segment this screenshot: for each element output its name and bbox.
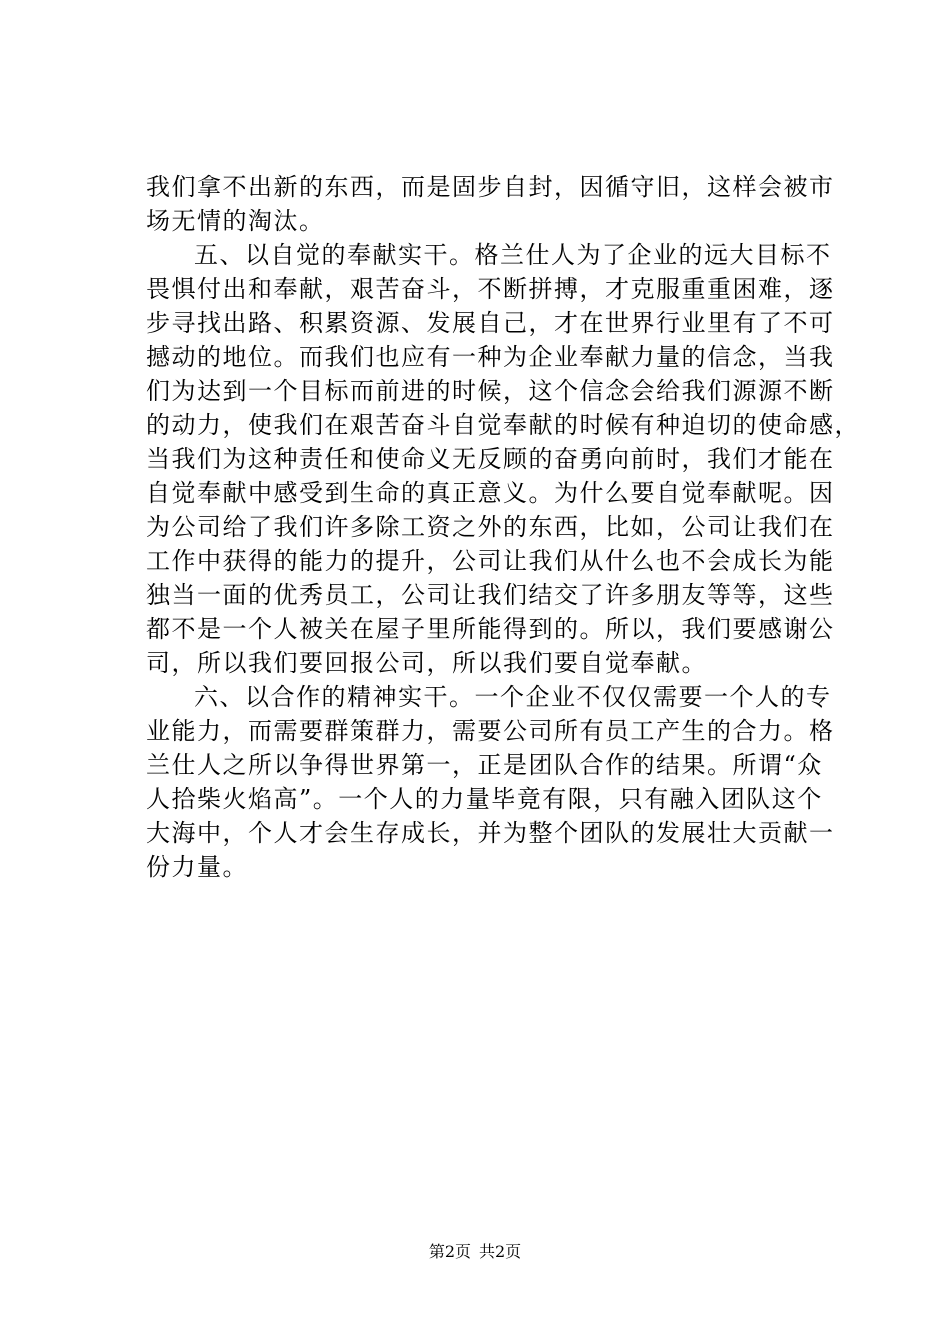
text-line: 自觉奉献中感受到生命的真正意义。为什么要自觉奉献呢。因 [146,479,835,507]
text-line: 的动力，使我们在艰苦奋斗自觉奉献的时候有种迫切的使命感， [146,411,860,439]
paragraph-five-start: 五、以自觉的奉献实干。格兰仕人为了企业的远大目标不 [194,241,832,269]
text-line: 人拾柴火焰高”。一个人的力量毕竟有限，只有融入团队这个 [146,785,823,813]
text-line: 大海中，个人才会生存成长，并为整个团队的发展壮大贡献一 [146,819,835,847]
page-number-current: 第2页 [428,1242,471,1261]
page-number-total: 共2页 [479,1242,522,1261]
text-line: 撼动的地位。而我们也应有一种为企业奉献力量的信念，当我 [146,343,835,371]
text-line: 们为达到一个目标而前进的时候，这个信念会给我们源源不断 [146,377,835,405]
text-line: 独当一面的优秀员工，公司让我们结交了许多朋友等等，这些 [146,581,835,609]
text-line: 我们拿不出新的东西，而是固步自封，因循守旧，这样会被市 [146,173,835,201]
text-line: 畏惧付出和奉献，艰苦奋斗，不断拼搏，才克服重重困难，逐 [146,275,835,303]
text-line: 司，所以我们要回报公司，所以我们要自觉奉献。 [146,649,707,677]
text-line: 都不是一个人被关在屋子里所能得到的。所以，我们要感谢公 [146,615,835,643]
text-line: 兰仕人之所以争得世界第一，正是团队合作的结果。所谓“众 [146,751,823,779]
text-line: 工作中获得的能力的提升，公司让我们从什么也不会成长为能 [146,547,835,575]
text-line: 业能力，而需要群策群力，需要公司所有员工产生的合力。格 [146,717,835,745]
text-line: 当我们为这种责任和使命义无反顾的奋勇向前时，我们才能在 [146,445,835,473]
document-body [146,170,860,884]
text-line: 步寻找出路、积累资源、发展自己，才在世界行业里有了不可 [146,309,835,337]
text-line: 份力量。 [146,853,248,881]
paragraph-six-start: 六、以合作的精神实干。一个企业不仅仅需要一个人的专 [194,683,832,711]
text-line: 为公司给了我们许多除工资之外的东西，比如，公司让我们在 [146,513,835,541]
text-line: 场无情的淘汰。 [146,207,325,235]
page-footer [0,1240,950,1264]
